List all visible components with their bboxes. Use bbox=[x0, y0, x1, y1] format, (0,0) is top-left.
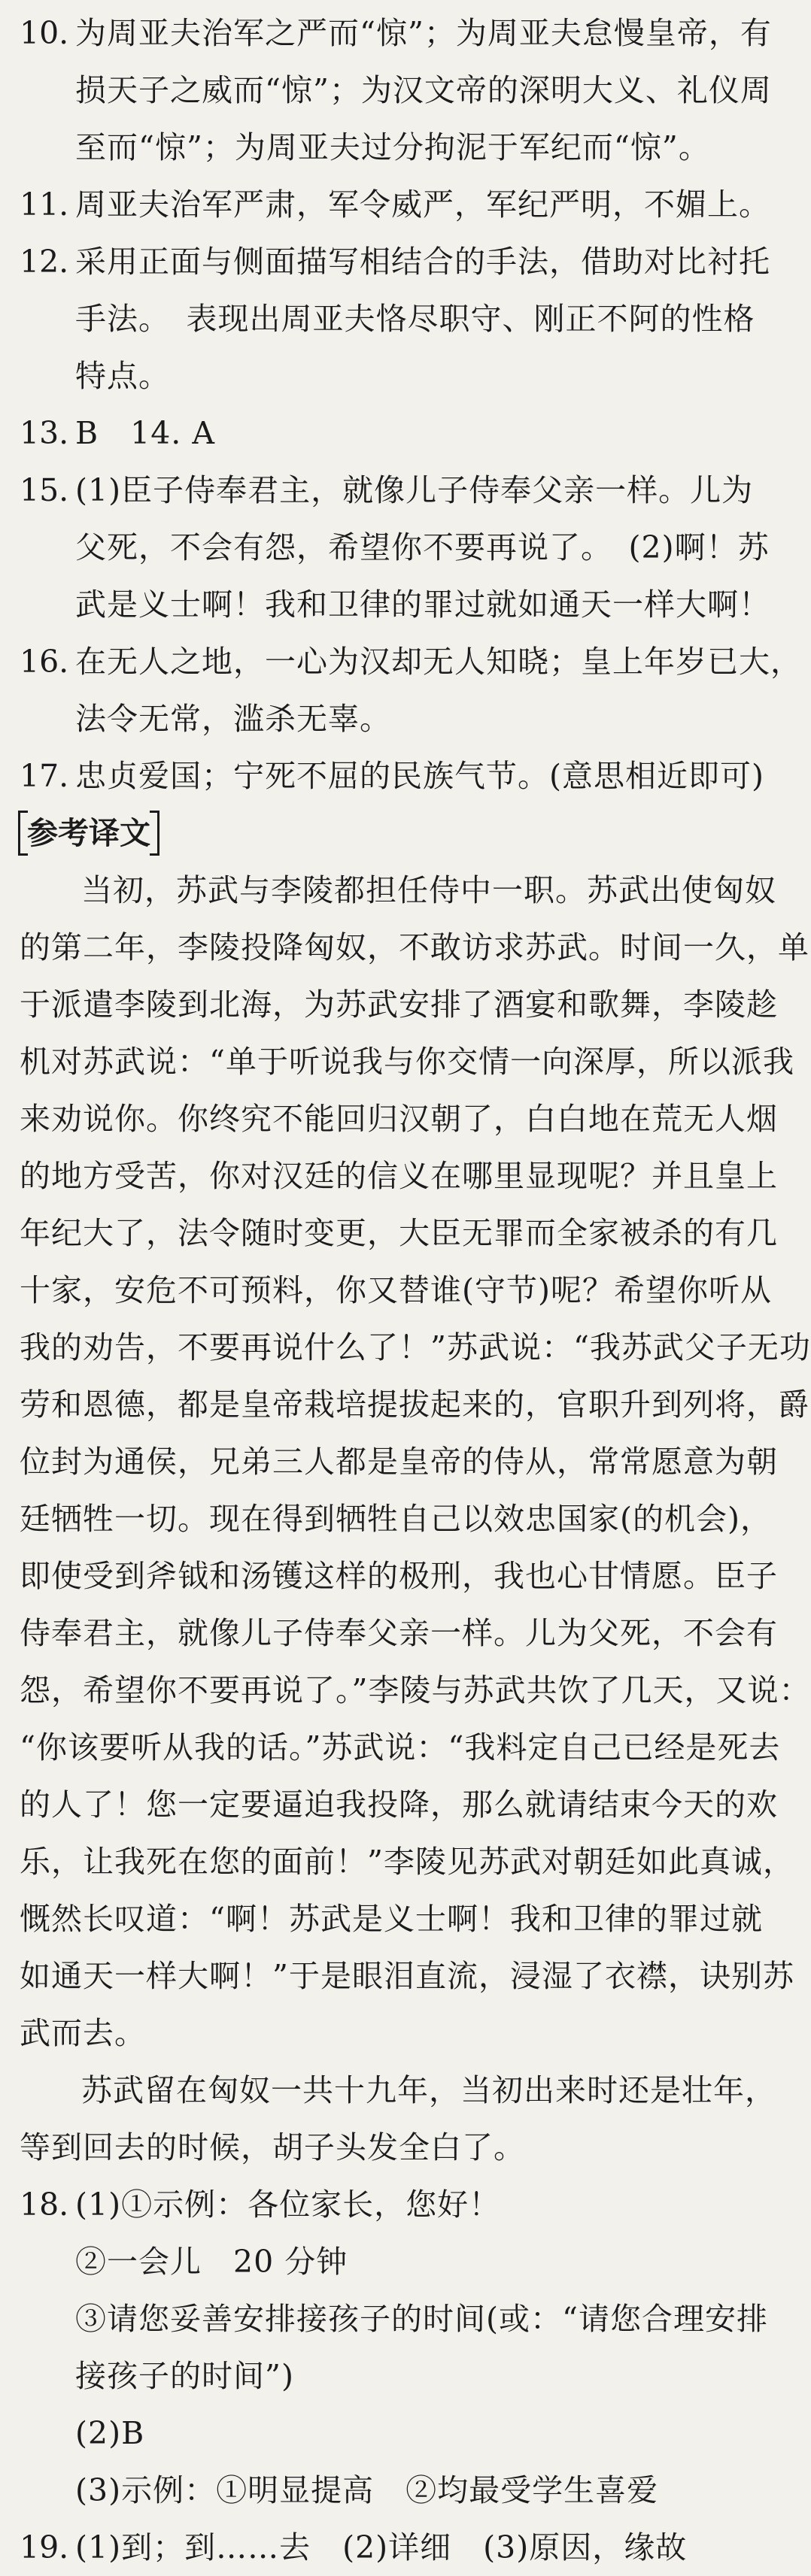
text-line: “你该要听从我的话。”苏武说：“我料定自己已经是死去 bbox=[20, 1729, 781, 1765]
text-line: 如通天一样大啊！”于是眼泪直流，浸湿了衣襟，诀别苏 bbox=[20, 1958, 794, 1994]
answer-item-15 bbox=[20, 462, 770, 633]
answer-item-18 bbox=[20, 2176, 768, 2519]
item-number: 15. bbox=[20, 472, 69, 508]
text-line: 手法。 表现出周亚夫恪尽职守、刚正不阿的性格 bbox=[75, 301, 755, 337]
text-line: 法令无常，滥杀无辜。 bbox=[75, 701, 391, 737]
item-text bbox=[75, 5, 772, 176]
text-line: 慨然长叹道：“啊！苏武是义士啊！我和卫律的罪过就 bbox=[20, 1901, 763, 1937]
text-line: 当初，苏武与李陵都担任侍中一职。苏武出使匈奴 bbox=[81, 872, 776, 908]
text-line: (1)臣子侍奉君主，就像儿子侍奉父亲一样。儿为 bbox=[75, 472, 754, 508]
translation-header: 参考译文 bbox=[20, 805, 158, 862]
text-line: 采用正面与侧面描写相结合的手法，借助对比衬托 bbox=[75, 244, 770, 280]
text-line: 位封为通侯，兄弟三人都是皇帝的侍从，常常愿意为朝 bbox=[20, 1444, 778, 1480]
text-line: ③请您妥善安排接孩子的时间(或：“请您合理安排 bbox=[75, 2301, 768, 2337]
answer-item-17 bbox=[20, 747, 764, 805]
item-number: 11. bbox=[20, 186, 69, 223]
item-number: 19. bbox=[20, 2529, 69, 2565]
translation-paragraph-2 bbox=[20, 2062, 776, 2176]
text-line: 我的劝告，不要再说什么了！”苏武说：“我苏武父子无功 bbox=[20, 1329, 811, 1365]
item-text bbox=[75, 462, 770, 633]
text-line: 父死，不会有怨，希望你不要再说了。 (2)啊！苏 bbox=[75, 529, 770, 565]
item-number: 12. bbox=[20, 244, 69, 280]
answer-item-19 bbox=[20, 2519, 700, 2576]
answer-list bbox=[20, 5, 802, 805]
item-number: 16. bbox=[20, 644, 69, 680]
text-line: 的第二年，李陵投降匈奴，不敢访求苏武。时间一久，单 bbox=[20, 929, 809, 965]
text-line: B 14. A bbox=[75, 415, 215, 451]
item-text bbox=[75, 633, 802, 747]
item-text bbox=[75, 405, 700, 462]
translation-section bbox=[20, 805, 811, 2176]
text-line: 为周亚夫治军之严而“惊”；为周亚夫怠慢皇帝，有 bbox=[75, 15, 772, 51]
text-line: 武而去。 bbox=[20, 2015, 146, 2051]
text-line: 至而“惊”；为周亚夫过分拘泥于军纪而“惊”。 bbox=[75, 129, 710, 165]
item-number: 17. bbox=[20, 758, 69, 794]
text-line: 苏武留在匈奴一共十九年，当初出来时还是壮年， bbox=[81, 2072, 776, 2108]
item-number: 10. bbox=[20, 15, 69, 51]
text-line: 机对苏武说：“单于听说我与你交情一向深厚，所以派我 bbox=[20, 1044, 794, 1080]
item-text bbox=[75, 233, 770, 405]
text-line: 忠贞爱国；宁死不屈的民族气节。(意思相近即可) bbox=[75, 758, 764, 794]
answer-item-16 bbox=[20, 633, 802, 747]
text-line: 接孩子的时间”) bbox=[75, 2358, 294, 2394]
answer-item-11 bbox=[20, 176, 770, 233]
item-number: 18. bbox=[20, 2187, 69, 2223]
text-line: 十家，安危不可预料，你又替谁(守节)呢？希望你听从 bbox=[20, 1272, 772, 1308]
text-line: 劳和恩德，都是皇帝栽培提拔起来的，官职升到列将，爵 bbox=[20, 1386, 809, 1423]
answer-item-12 bbox=[20, 233, 770, 405]
text-line: ②一会儿 20 分钟 bbox=[75, 2244, 348, 2280]
text-line: 于派遣李陵到北海，为苏武安排了酒宴和歌舞，李陵趁 bbox=[20, 986, 778, 1023]
text-line: 廷牺牲一切。现在得到牺牲自己以效忠国家(的机会)， bbox=[20, 1501, 772, 1537]
text-line: (3)示例：①明显提高 ②均最受学生喜爱 bbox=[75, 2472, 659, 2508]
answer-item-10 bbox=[20, 5, 772, 176]
text-line: 特点。 bbox=[75, 358, 170, 394]
text-line: 损天子之威而“惊”；为汉文帝的深明大义、礼仪周 bbox=[75, 72, 772, 108]
translation-paragraph-1 bbox=[20, 862, 811, 2062]
item-text bbox=[75, 747, 764, 805]
text-line: 周亚夫治军严肃，军令威严，军纪严明，不媚上。 bbox=[75, 186, 770, 223]
text-line: 乐，让我死在您的面前！”李陵见苏武对朝廷如此真诚， bbox=[20, 1844, 794, 1880]
text-line: 武是义士啊！我和卫律的罪过就如通天一样大啊！ bbox=[75, 586, 770, 623]
answer-item-13 bbox=[20, 405, 700, 462]
item-number: 13. bbox=[20, 415, 69, 451]
text-line: (1)①示例：各位家长，您好！ bbox=[75, 2187, 501, 2223]
text-line: 侍奉君主，就像儿子侍奉父亲一样。儿为父死，不会有 bbox=[20, 1615, 778, 1651]
text-line: 等到回去的时候，胡子头发全白了。 bbox=[20, 2129, 525, 2165]
text-line: (1)到；到……去 (2)详细 (3)原因，缘故 bbox=[75, 2529, 688, 2565]
text-line: 的地方受苦，你对汉廷的信义在哪里显现呢？并且皇上 bbox=[20, 1158, 778, 1194]
text-line: 来劝说你。你终究不能回归汉朝了，白白地在荒无人烟 bbox=[20, 1101, 778, 1137]
text-line: 年纪大了，法令随时变更，大臣无罪而全家被杀的有几 bbox=[20, 1215, 778, 1251]
text-line: 即使受到斧钺和汤镬这样的极刑，我也心甘情愿。臣子 bbox=[20, 1558, 778, 1594]
item-text bbox=[75, 2519, 700, 2576]
text-line: 在无人之地，一心为汉却无人知晓；皇上年岁已大， bbox=[75, 644, 802, 680]
text-line: 的人了！您一定要逼迫我投降，那么就请结束今天的欢 bbox=[20, 1787, 778, 1823]
text-line: (2)B bbox=[75, 2415, 145, 2451]
item-text bbox=[75, 2176, 768, 2519]
item-text bbox=[75, 176, 770, 233]
text-line: 怨，希望你不要再说了。”李陵与苏武共饮了几天，又说： bbox=[20, 1672, 811, 1708]
